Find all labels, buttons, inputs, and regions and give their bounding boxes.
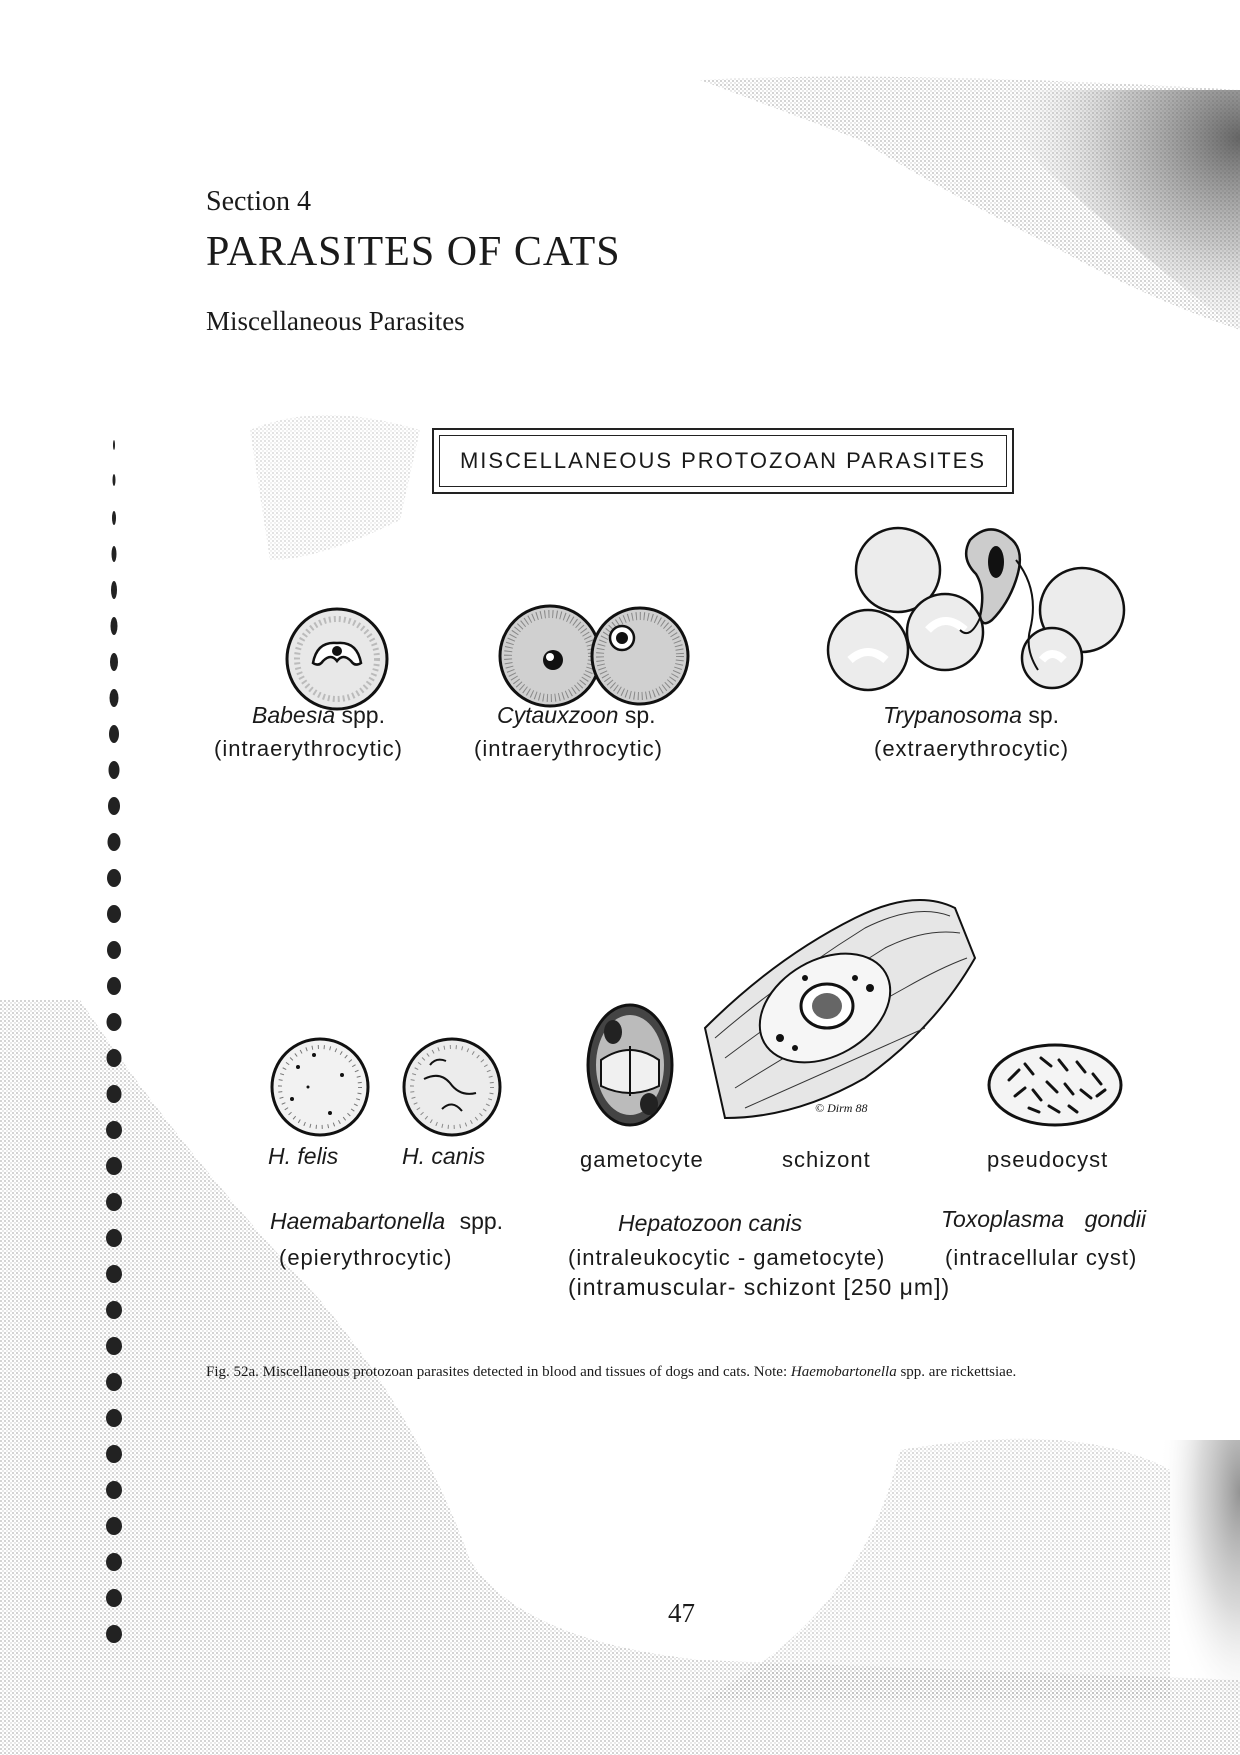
artist-signature: © Dirm 88 <box>815 1101 868 1115</box>
h-felis-illustration <box>268 1035 374 1141</box>
subsection-title: Miscellaneous Parasites <box>206 306 465 336</box>
gametocyte-illustration <box>583 1000 678 1130</box>
babesia-illustration <box>283 605 393 715</box>
cytauxzoon-suffix: sp. <box>624 702 656 728</box>
schizont-illustration <box>695 888 980 1128</box>
figure-title-box-inner <box>439 435 1007 487</box>
hepatozoon-gametocyte-note: (intraleukocytic - gametocyte) <box>568 1245 886 1270</box>
haemabartonella-name: Haemabartonella <box>270 1208 446 1234</box>
figure-title: MISCELLANEOUS PROTOZOAN PARASITES <box>459 448 987 473</box>
trypanosoma-location: (extraerythrocytic) <box>874 736 1070 761</box>
pseudocyst-illustration <box>985 1040 1125 1130</box>
babesia-suffix: spp. <box>341 702 385 728</box>
babesia-location: (intraerythrocytic) <box>214 736 403 761</box>
babesia-name: Babesia <box>252 702 336 728</box>
gametocyte-label: gametocyte <box>580 1147 704 1172</box>
binding-holes <box>98 440 128 1670</box>
hepatozoon-name: Hepatozoon canis <box>618 1210 803 1236</box>
haemabartonella-label <box>270 1208 503 1235</box>
haemabartonella-suffix: spp. <box>459 1208 504 1234</box>
trypanosoma-name: Trypanosoma <box>883 702 1022 728</box>
pseudocyst-label: pseudocyst <box>987 1147 1109 1172</box>
trypanosoma-suffix: sp. <box>1028 702 1059 728</box>
binding-holes-art <box>98 440 128 1670</box>
cytauxzoon-label <box>497 702 656 729</box>
babesia-label <box>252 702 385 729</box>
h-canis-label: H. canis <box>402 1143 486 1169</box>
cytauxzoon-name: Cytauxzoon <box>497 702 619 728</box>
section-label: Section 4 <box>206 186 311 217</box>
h-canis-illustration <box>400 1035 506 1141</box>
page-title: PARASITES OF CATS <box>206 229 621 275</box>
toxoplasma-label <box>941 1206 1146 1233</box>
page-number: 47 <box>668 1598 695 1628</box>
caption-text: Fig. 52a. Miscellaneous protozoan parasites detected in blood and tissues of dogs and cats. Note: <box>206 1364 791 1380</box>
figure-title-box <box>432 428 1014 494</box>
cytauxzoon-illustration <box>498 600 693 715</box>
trypanosoma-illustration <box>820 520 1140 695</box>
h-felis-label: H. felis <box>268 1143 339 1169</box>
haemabartonella-location: (epierythrocytic) <box>279 1245 453 1270</box>
cytauxzoon-location: (intraerythrocytic) <box>474 736 663 761</box>
caption-tail: spp. are rickettsiae. <box>896 1364 1017 1380</box>
trypanosoma-label <box>883 702 1059 729</box>
toxoplasma-location: (intracellular cyst) <box>945 1245 1138 1270</box>
toxoplasma-name2: gondii <box>1084 1206 1146 1232</box>
schizont-label: schizont <box>782 1147 871 1172</box>
caption-genus: Haemobartonella <box>790 1364 897 1380</box>
hepatozoon-schizont-note: (intramuscular- schizont [250 μm]) <box>568 1274 951 1300</box>
toxoplasma-name: Toxoplasma <box>941 1206 1065 1232</box>
figure-caption <box>206 1363 1158 1381</box>
